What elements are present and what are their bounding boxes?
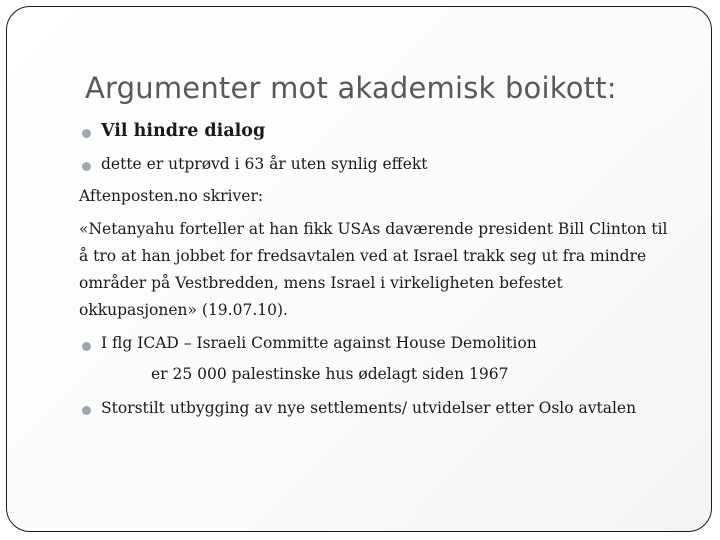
source-line: Aftenposten.no skriver:: [79, 187, 264, 205]
bullet-2-text: dette er utprøvd i 63 år uten synlig effekt: [101, 155, 428, 173]
quote-line-3: områder på Vestbredden, mens Israel i virkeligheten befestet: [79, 274, 563, 292]
bullet-dot-icon: [82, 406, 91, 415]
slide-frame: [6, 6, 712, 532]
bullet-4-text: Storstilt utbygging av nye settlements/ utvidelser etter Oslo avtalen: [101, 399, 637, 417]
bullet-3-text: I flg ICAD – Israeli Committe against House Demolition: [101, 334, 537, 352]
slide-title: Argumenter mot akademisk boikott:: [85, 71, 617, 105]
bullet-dot-icon: [82, 342, 91, 351]
bullet-dot-icon: [82, 162, 91, 171]
quote-line-1: «Netanyahu forteller at han fikk USAs daværende president Bill Clinton til: [79, 220, 668, 238]
quote-line-4: okkupasjonen» (19.07.10).: [79, 301, 288, 319]
bullet-dot-icon: [82, 129, 91, 138]
bullet-3-continuation: er 25 000 palestinske hus ødelagt siden 1967: [151, 365, 509, 383]
quote-line-2: å tro at han jobbet for fredsavtalen ved at Israel trakk seg ut fra mindre: [79, 247, 647, 265]
bullet-1-text: Vil hindre dialog: [101, 121, 266, 141]
